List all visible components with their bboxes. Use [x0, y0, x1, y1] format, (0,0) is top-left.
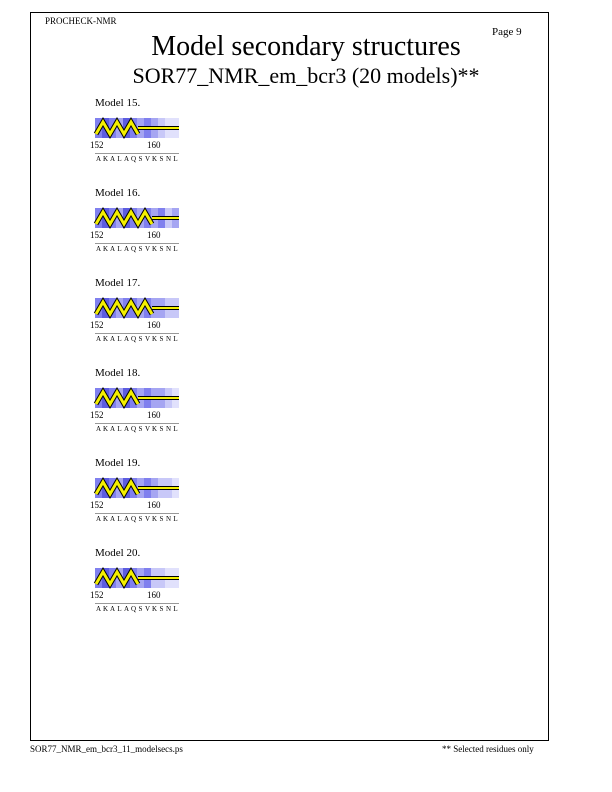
residue-letter: V	[144, 155, 151, 163]
page-number: Page 9	[492, 26, 522, 38]
residue-letter: A	[95, 605, 102, 613]
residue-letter: A	[95, 155, 102, 163]
residue-letter: N	[165, 515, 172, 523]
model-block	[90, 277, 205, 357]
sequence-rule	[95, 333, 179, 334]
secondary-structure-strip	[95, 388, 179, 408]
residue-letter: S	[159, 515, 164, 523]
residue-letter: V	[144, 605, 151, 613]
residue-letter: N	[165, 425, 172, 433]
residue-number-start: 152	[90, 140, 104, 150]
model-label: Model 20.	[95, 547, 141, 559]
model-label: Model 19.	[95, 457, 141, 469]
residue-letter: A	[95, 515, 102, 523]
residue-letter: K	[151, 335, 158, 343]
residue-number-mid: 160	[147, 410, 161, 420]
residue-letter: Q	[130, 605, 137, 613]
residue-letter: K	[151, 245, 158, 253]
residue-number-mid: 160	[147, 320, 161, 330]
residue-letter: K	[102, 515, 109, 523]
model-block	[90, 187, 205, 267]
residue-letter: K	[102, 155, 109, 163]
page-subtitle: SOR77_NMR_em_bcr3 (20 models)**	[132, 63, 480, 88]
residue-letter: S	[138, 245, 143, 253]
residue-letter: K	[151, 605, 158, 613]
residue-number-mid: 160	[147, 590, 161, 600]
sequence-rule	[95, 423, 179, 424]
residue-sequence	[95, 155, 179, 163]
page-title: Model secondary structures	[151, 31, 461, 62]
residue-sequence	[95, 245, 179, 253]
secondary-structure-strip	[95, 118, 179, 138]
footer-note: ** Selected residues only	[442, 744, 534, 754]
residue-letter: A	[109, 515, 116, 523]
residue-letter: A	[95, 425, 102, 433]
secondary-structure-strip	[95, 298, 179, 318]
residue-letter: A	[109, 245, 116, 253]
model-label: Model 18.	[95, 367, 141, 379]
model-label: Model 17.	[95, 277, 141, 289]
residue-letter: A	[123, 335, 130, 343]
sequence-rule	[95, 603, 179, 604]
residue-number-start: 152	[90, 500, 104, 510]
residue-letter: A	[95, 335, 102, 343]
residue-letter: L	[117, 335, 122, 343]
residue-letter: V	[144, 515, 151, 523]
residue-letter: A	[109, 425, 116, 433]
residue-letter: A	[109, 605, 116, 613]
model-label: Model 15.	[95, 97, 141, 109]
secondary-structure-strip	[95, 478, 179, 498]
residue-sequence	[95, 335, 179, 343]
residue-number-start: 152	[90, 410, 104, 420]
residue-letter: A	[123, 425, 130, 433]
residue-letter: S	[138, 425, 143, 433]
residue-letter: L	[173, 425, 178, 433]
residue-letter: S	[138, 155, 143, 163]
residue-letter: A	[123, 515, 130, 523]
residue-number-start: 152	[90, 230, 104, 240]
residue-letter: L	[173, 515, 178, 523]
residue-letter: A	[109, 335, 116, 343]
residue-number-mid: 160	[147, 500, 161, 510]
sequence-rule	[95, 243, 179, 244]
residue-letter: S	[138, 335, 143, 343]
model-block	[90, 547, 205, 627]
residue-letter: A	[95, 245, 102, 253]
footer-filename: SOR77_NMR_em_bcr3_11_modelsecs.ps	[30, 744, 183, 754]
residue-number-mid: 160	[147, 140, 161, 150]
residue-letter: S	[159, 605, 164, 613]
residue-letter: V	[144, 425, 151, 433]
residue-letter: K	[102, 335, 109, 343]
residue-letter: L	[117, 155, 122, 163]
residue-letter: L	[173, 245, 178, 253]
secondary-structure-strip	[95, 568, 179, 588]
residue-letter: L	[117, 515, 122, 523]
residue-letter: S	[138, 515, 143, 523]
sequence-rule	[95, 153, 179, 154]
residue-letter: N	[165, 335, 172, 343]
residue-letter: S	[159, 335, 164, 343]
residue-letter: K	[102, 245, 109, 253]
residue-letter: Q	[130, 155, 137, 163]
residue-number-start: 152	[90, 320, 104, 330]
residue-letter: K	[151, 425, 158, 433]
residue-sequence	[95, 605, 179, 613]
residue-letter: Q	[130, 245, 137, 253]
residue-letter: V	[144, 245, 151, 253]
residue-letter: Q	[130, 515, 137, 523]
residue-letter: S	[159, 425, 164, 433]
residue-letter: L	[117, 425, 122, 433]
program-name: PROCHECK-NMR	[45, 16, 117, 26]
residue-letter: K	[102, 425, 109, 433]
residue-letter: L	[117, 245, 122, 253]
residue-letter: V	[144, 335, 151, 343]
residue-letter: L	[173, 335, 178, 343]
residue-letter: L	[117, 605, 122, 613]
sequence-rule	[95, 513, 179, 514]
model-block	[90, 367, 205, 447]
residue-letter: N	[165, 605, 172, 613]
residue-letter: N	[165, 245, 172, 253]
residue-letter: S	[159, 245, 164, 253]
residue-letter: S	[138, 605, 143, 613]
residue-letter: S	[159, 155, 164, 163]
residue-number-start: 152	[90, 590, 104, 600]
model-block	[90, 457, 205, 537]
residue-letter: N	[165, 155, 172, 163]
residue-letter: A	[123, 155, 130, 163]
model-label: Model 16.	[95, 187, 141, 199]
residue-letter: K	[151, 155, 158, 163]
residue-letter: K	[151, 515, 158, 523]
residue-letter: Q	[130, 425, 137, 433]
residue-sequence	[95, 515, 179, 523]
residue-letter: L	[173, 605, 178, 613]
residue-letter: A	[123, 245, 130, 253]
residue-number-mid: 160	[147, 230, 161, 240]
residue-letter: A	[109, 155, 116, 163]
model-block	[90, 97, 205, 177]
residue-sequence	[95, 425, 179, 433]
residue-letter: K	[102, 605, 109, 613]
residue-letter: Q	[130, 335, 137, 343]
residue-letter: A	[123, 605, 130, 613]
secondary-structure-strip	[95, 208, 179, 228]
residue-letter: L	[173, 155, 178, 163]
